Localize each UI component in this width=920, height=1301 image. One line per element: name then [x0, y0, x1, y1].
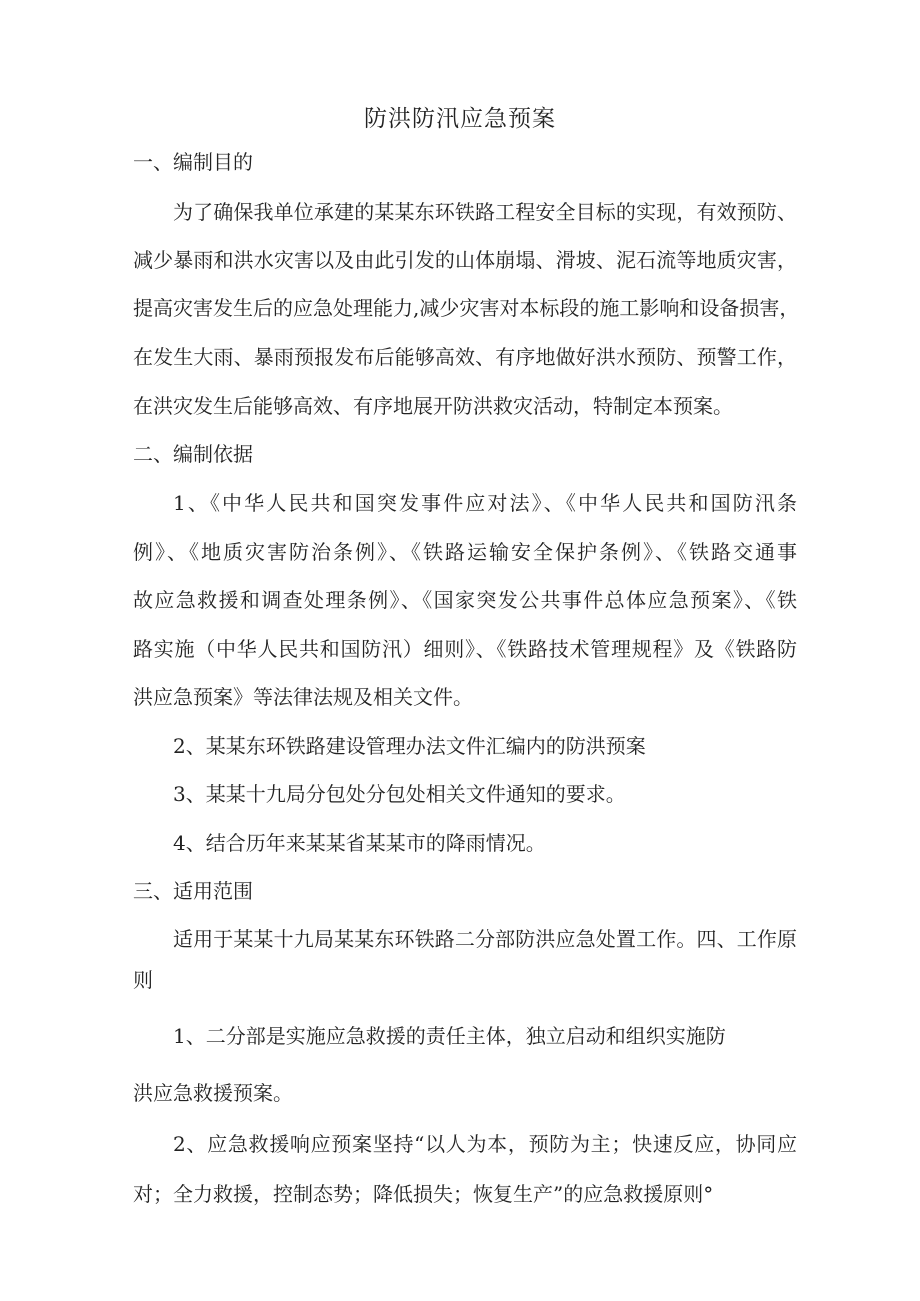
list-item: 2、应急救援响应预案坚持“以人为本，预防为主；快速反应，协同应: [173, 1132, 797, 1156]
paragraph-line: 减少暴雨和洪水灾害以及由此引发的山体崩塌、滑坡、泥石流等地质灾害，: [133, 248, 797, 272]
paragraph-line: 为了确保我单位承建的某某东环铁路工程安全目标的实现，有效预防、: [173, 200, 797, 224]
paragraph-line: 在洪灾发生后能够高效、有序地展开防洪救灾活动，特制定本预案。: [133, 394, 733, 418]
paragraph-line: 在发生大雨、暴雨预报发布后能够高效、有序地做好洪水预防、预警工作，: [133, 345, 797, 369]
paragraph-line: 例》、《地质灾害防治条例》、《铁路运输安全保护条例》、《铁路交通事: [133, 540, 797, 564]
paragraph-line: 洪应急救援预案。: [133, 1081, 293, 1105]
paragraph-line: 路实施（中华人民共和国防汛）细则》、《铁路技术管理规程》及《铁路防: [133, 637, 797, 661]
section-heading-purpose: 一、编制目的: [133, 150, 253, 174]
list-item: 3、某某十九局分包处分包处相关文件通知的要求。: [173, 782, 626, 806]
paragraph-line: 则: [133, 968, 153, 992]
paragraph-line: 对；全力救援，控制态势；降低损失；恢复生产”的应急救援原则°: [133, 1182, 714, 1206]
paragraph-line: 1、《中华人民共和国突发事件应对法》、《中华人民共和国防汛条: [173, 491, 797, 515]
paragraph-line: 提高灾害发生后的应急处理能力,减少灾害对本标段的施工影响和设备损害，: [133, 296, 800, 320]
paragraph-line: 故应急救援和调查处理条例》、《国家突发公共事件总体应急预案》、《铁: [133, 588, 797, 612]
paragraph-line: 适用于某某十九局某某东环铁路二分部防洪应急处置工作。四、工作原: [173, 927, 797, 951]
list-item: 4、结合历年来某某省某某市的降雨情况。: [173, 831, 546, 855]
section-heading-scope: 三、适用范围: [133, 879, 253, 903]
document-title: 防洪防汛应急预案: [364, 106, 556, 132]
paragraph-line: 洪应急预案》等法律法规及相关文件。: [133, 685, 473, 709]
list-item: 2、某某东环铁路建设管理办法文件汇编内的防洪预案: [173, 734, 646, 758]
list-item: 1、二分部是实施应急救援的责任主体，独立启动和组织实施防: [173, 1024, 726, 1048]
section-heading-basis: 二、编制依据: [133, 442, 253, 466]
